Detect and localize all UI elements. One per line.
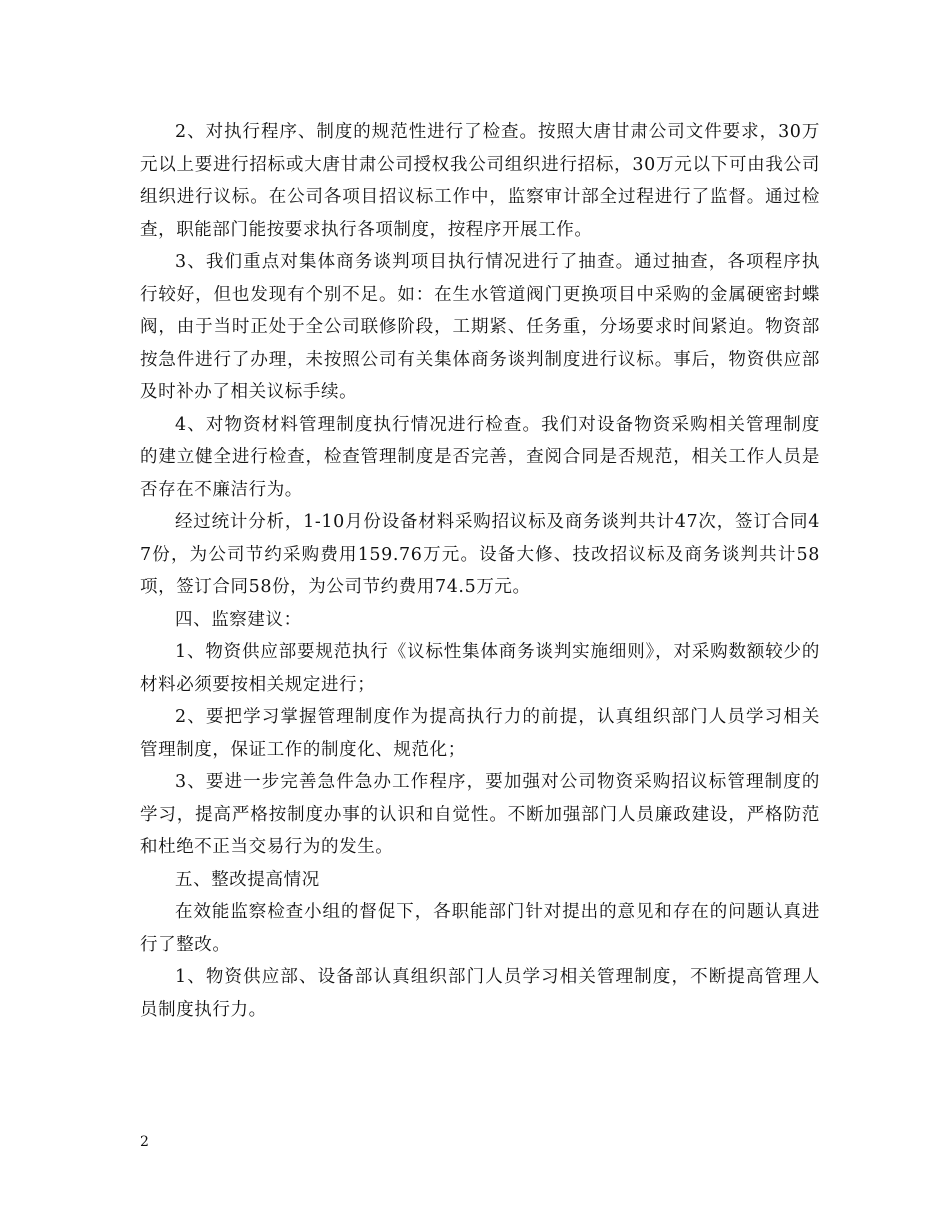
paragraph-material-management-check: 4、对物资材料管理制度执行情况进行检查。我们对设备物资采购相关管理制度的建立健全进行检查，检查管理制度是否完善，查阅合同是否规范，相关工作人员是否存在不廉洁行为。 bbox=[140, 414, 820, 500]
paragraph-suggestion-3: 3、要进一步完善急件急办工作程序，要加强对公司物资采购招议标管理制度的学习，提高严格按制度办事的认识和自觉性。不断加强部门人员廉政建设，严格防范和杜绝不正当交易行为的发生。 bbox=[140, 772, 820, 857]
paragraph-negotiation-spot-check: 3、我们重点对集体商务谈判项目执行情况进行了抽查。通过抽查，各项程序执行较好，但也发现有个别不足。如：在生水管道阀门更换项目中采购的金属硬密封蝶阀，由于当时正处于全公司联修阶段，工期紧、任务重，分场要求时间紧迫。物资部按急件进行了办理，未按照公司有关集体商务谈判制度进行议标。事后，物资供应部及时补办了相关议标手续。 bbox=[140, 252, 820, 402]
paragraph-suggestion-2: 2、要把学习掌握管理制度作为提高执行力的前提，认真组织部门人员学习相关管理制度，保证工作的制度化、规范化； bbox=[140, 707, 820, 760]
paragraph-statistics: 经过统计分析，1-10月份设备材料采购招议标及商务谈判共计47次，签订合同47份，为公司节约采购费用159.76万元。设备大修、技改招议标及商务谈判共计58项，签订合同58份，为公司节约费用74.5万元。 bbox=[140, 512, 820, 597]
paragraph-suggestion-1: 1、物资供应部要规范执行《议标性集体商务谈判实施细则》，对采购数额较少的材料必须要按相关规定进行； bbox=[140, 642, 820, 695]
document-body bbox=[140, 116, 820, 1026]
page-number: 2 bbox=[140, 1134, 149, 1150]
heading-supervision-suggestions: 四、监察建议： bbox=[175, 609, 302, 630]
paragraph-execution-procedure-check: 2、对执行程序、制度的规范性进行了检查。按照大唐甘肃公司文件要求，30万元以上要进行招标或大唐甘肃公司授权我公司组织进行招标，30万元以下可由我公司组织进行议标。在公司各项目招议标工作中，监察审计部全过程进行了监督。通过检查，职能部门能按要求执行各项制度，按程序开展工作。 bbox=[140, 122, 820, 240]
heading-rectification: 五、整改提高情况 bbox=[175, 869, 320, 890]
paragraph-rectification-1: 1、物资供应部、设备部认真组织部门人员学习相关管理制度，不断提高管理人员制度执行力。 bbox=[140, 967, 820, 1020]
paragraph-rectification-intro: 在效能监察检查小组的督促下，各职能部门针对提出的意见和存在的问题认真进行了整改。 bbox=[140, 902, 820, 955]
